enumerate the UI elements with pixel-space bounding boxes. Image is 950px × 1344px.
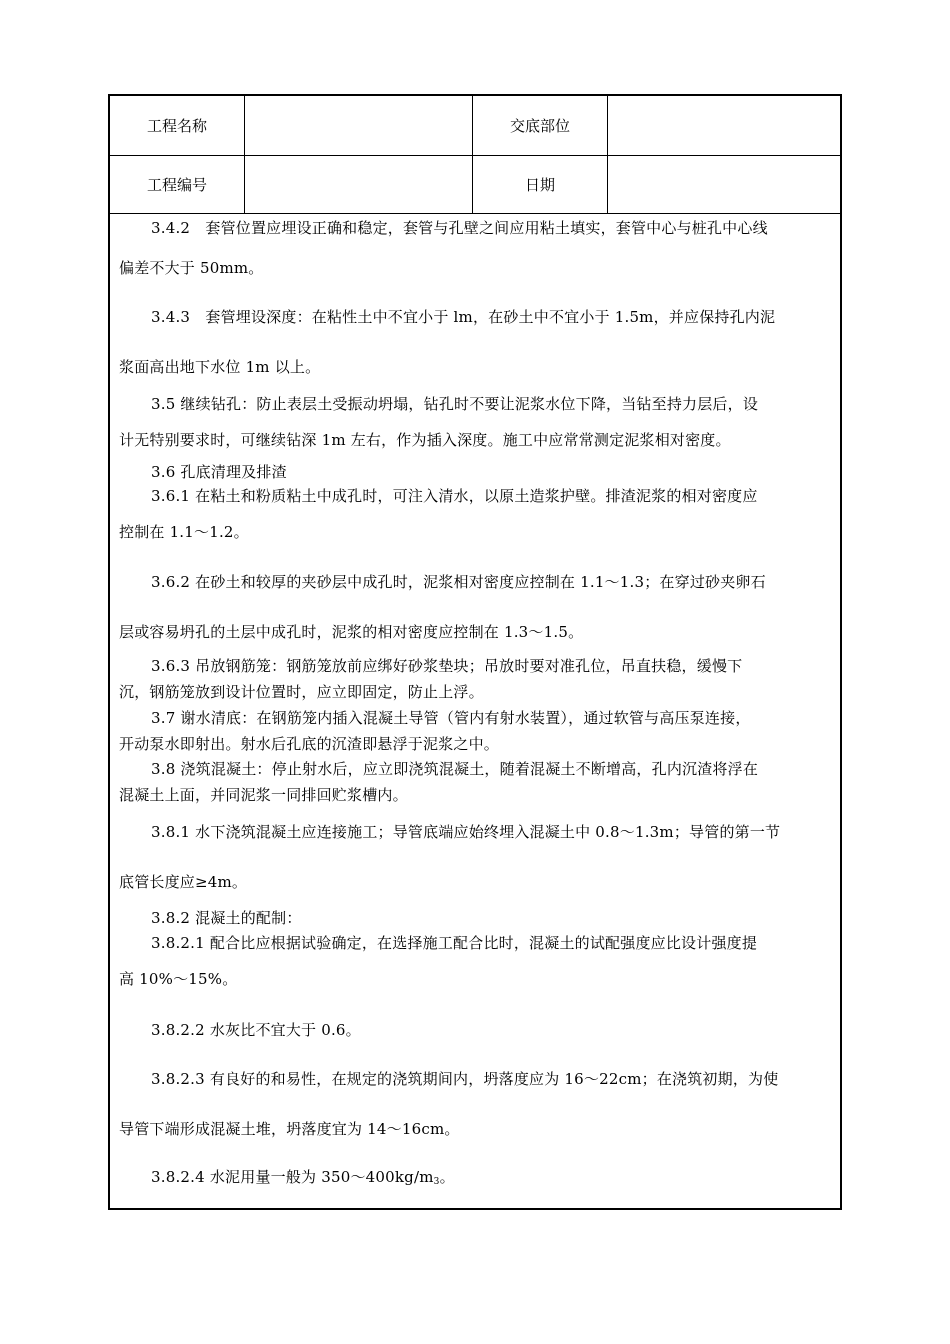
- paragraph-line: 层或容易坍孔的土层中成孔时，泥浆的相对密度应控制在 1.3～1.5。: [119, 623, 584, 641]
- paragraph-text: 3.8.2.4 水泥用量一般为 350～400kg/m: [151, 1168, 434, 1186]
- paragraph-line: [119, 1165, 832, 1194]
- location-label: 交底部位: [473, 96, 608, 155]
- paragraph-line: 导管下端形成混凝土堆，坍落度宜为 14～16cm。: [119, 1120, 460, 1138]
- project-number-label: 工程编号: [110, 155, 245, 213]
- paragraph-line: 底管长度应≥4m。: [119, 873, 248, 891]
- project-number-value: [245, 155, 473, 213]
- paragraph-line: 沉，钢筋笼放到设计位置时，应立即固定，防止上浮。: [119, 683, 484, 701]
- date-label: 日期: [473, 155, 608, 213]
- paragraph-line: 3.8.2.2 水灰比不宜大于 0.6。: [151, 1021, 361, 1039]
- paragraph-3-7: [119, 706, 832, 756]
- paragraph-3-8: [119, 757, 832, 807]
- paragraph-text: 。: [439, 1168, 455, 1186]
- paragraph-3-8-2: [119, 906, 832, 930]
- paragraph-line: 3.8.2.3 有良好的和易性，在规定的浇筑期间内，坍落度应为 16～22cm；在浇筑初期，为使: [151, 1070, 779, 1088]
- paragraph-3-8-1: [119, 820, 832, 894]
- paragraph-3-6-2: [119, 570, 832, 644]
- header-row-1: [110, 96, 840, 156]
- paragraph-line: 3.6.1 在粘土和粉质粘土中成孔时，可注入清水，以原土造浆护壁。排渣泥浆的相对密度应: [151, 487, 758, 505]
- location-value: [608, 96, 840, 155]
- date-value: [608, 155, 840, 213]
- paragraph-line: 浆面高出地下水位 1m 以上。: [119, 358, 321, 376]
- paragraph-3-6-1: [119, 484, 832, 544]
- paragraph-line: 3.8.2.1 配合比应根据试验确定，在选择施工配合比时，混凝土的试配强度应比设计强度提: [151, 934, 758, 952]
- superscript-unit: 3: [433, 1177, 440, 1187]
- paragraph-line: 开动泵水即射出。射水后孔底的沉渣即悬浮于泥浆之中。: [119, 735, 500, 753]
- paragraph-line: 3.7 谢水清底：在钢筋笼内插入混凝土导管（管内有射水装置），通过软管与高压泵连接，: [151, 709, 751, 727]
- technical-disclosure-form: [108, 94, 842, 1210]
- paragraph-line: 混凝土上面，并同泥浆一同排回贮浆槽内。: [119, 786, 408, 804]
- paragraph-3-8-2-3: [119, 1067, 832, 1141]
- paragraph-line: 计无特别要求时，可继续钻深 1m 左右，作为插入深度。施工中应常常测定泥浆相对密度。: [119, 431, 731, 449]
- paragraph-line: 高 10%～15%。: [119, 970, 238, 988]
- paragraph-line: 3.6 孔底清理及排渣: [151, 463, 287, 481]
- paragraph-line: 控制在 1.1～1.2。: [119, 523, 249, 541]
- paragraph-line: 3.8 浇筑混凝土：停止射水后，应立即浇筑混凝土，随着混凝土不断增高，孔内沉渣将浮在: [151, 760, 759, 778]
- header-row-2: [110, 155, 840, 214]
- paragraph-line: 3.6.3 吊放钢筋笼：钢筋笼放前应绑好砂浆垫块；吊放时要对准孔位，吊直扶稳，缓慢下: [151, 657, 743, 675]
- paragraph-line: 3.8.2 混凝土的配制：: [151, 909, 302, 927]
- paragraph-line: 3.8.1 水下浇筑混凝土应连接施工；导管底端应始终埋入混凝土中 0.8～1.3m；导管的第一节: [151, 823, 781, 841]
- paragraph-3-5: [119, 392, 832, 452]
- paragraph-3-6-3: [119, 654, 832, 704]
- paragraph-3-8-2-4: [119, 1165, 832, 1194]
- paragraph-3-8-2-2: [119, 1018, 832, 1042]
- paragraph-3-4-2: [119, 216, 832, 280]
- paragraph-3-4-3: [119, 305, 832, 379]
- project-name-value: [245, 96, 473, 155]
- paragraph-3-6: [119, 460, 832, 484]
- paragraph-line: 3.5 继续钻孔：防止表层土受振动坍塌，钻孔时不要让泥浆水位下降，当钻至持力层后，设: [151, 395, 759, 413]
- paragraph-3-8-2-1: [119, 931, 832, 991]
- paragraph-line: 偏差不大于 50mm。: [119, 259, 264, 277]
- project-name-label: 工程名称: [110, 96, 245, 155]
- paragraph-line: 3.6.2 在砂土和较厚的夹砂层中成孔时，泥浆相对密度应控制在 1.1～1.3；在穿过砂夹卵石: [151, 573, 766, 591]
- paragraph-line: 3.4.2 套管位置应埋设正确和稳定，套管与孔壁之间应用粘土填实，套管中心与桩孔中心线: [151, 219, 768, 237]
- paragraph-line: 3.4.3 套管埋设深度：在粘性土中不宜小于 lm，在砂土中不宜小于 1.5m，并应保持孔内泥: [151, 308, 776, 326]
